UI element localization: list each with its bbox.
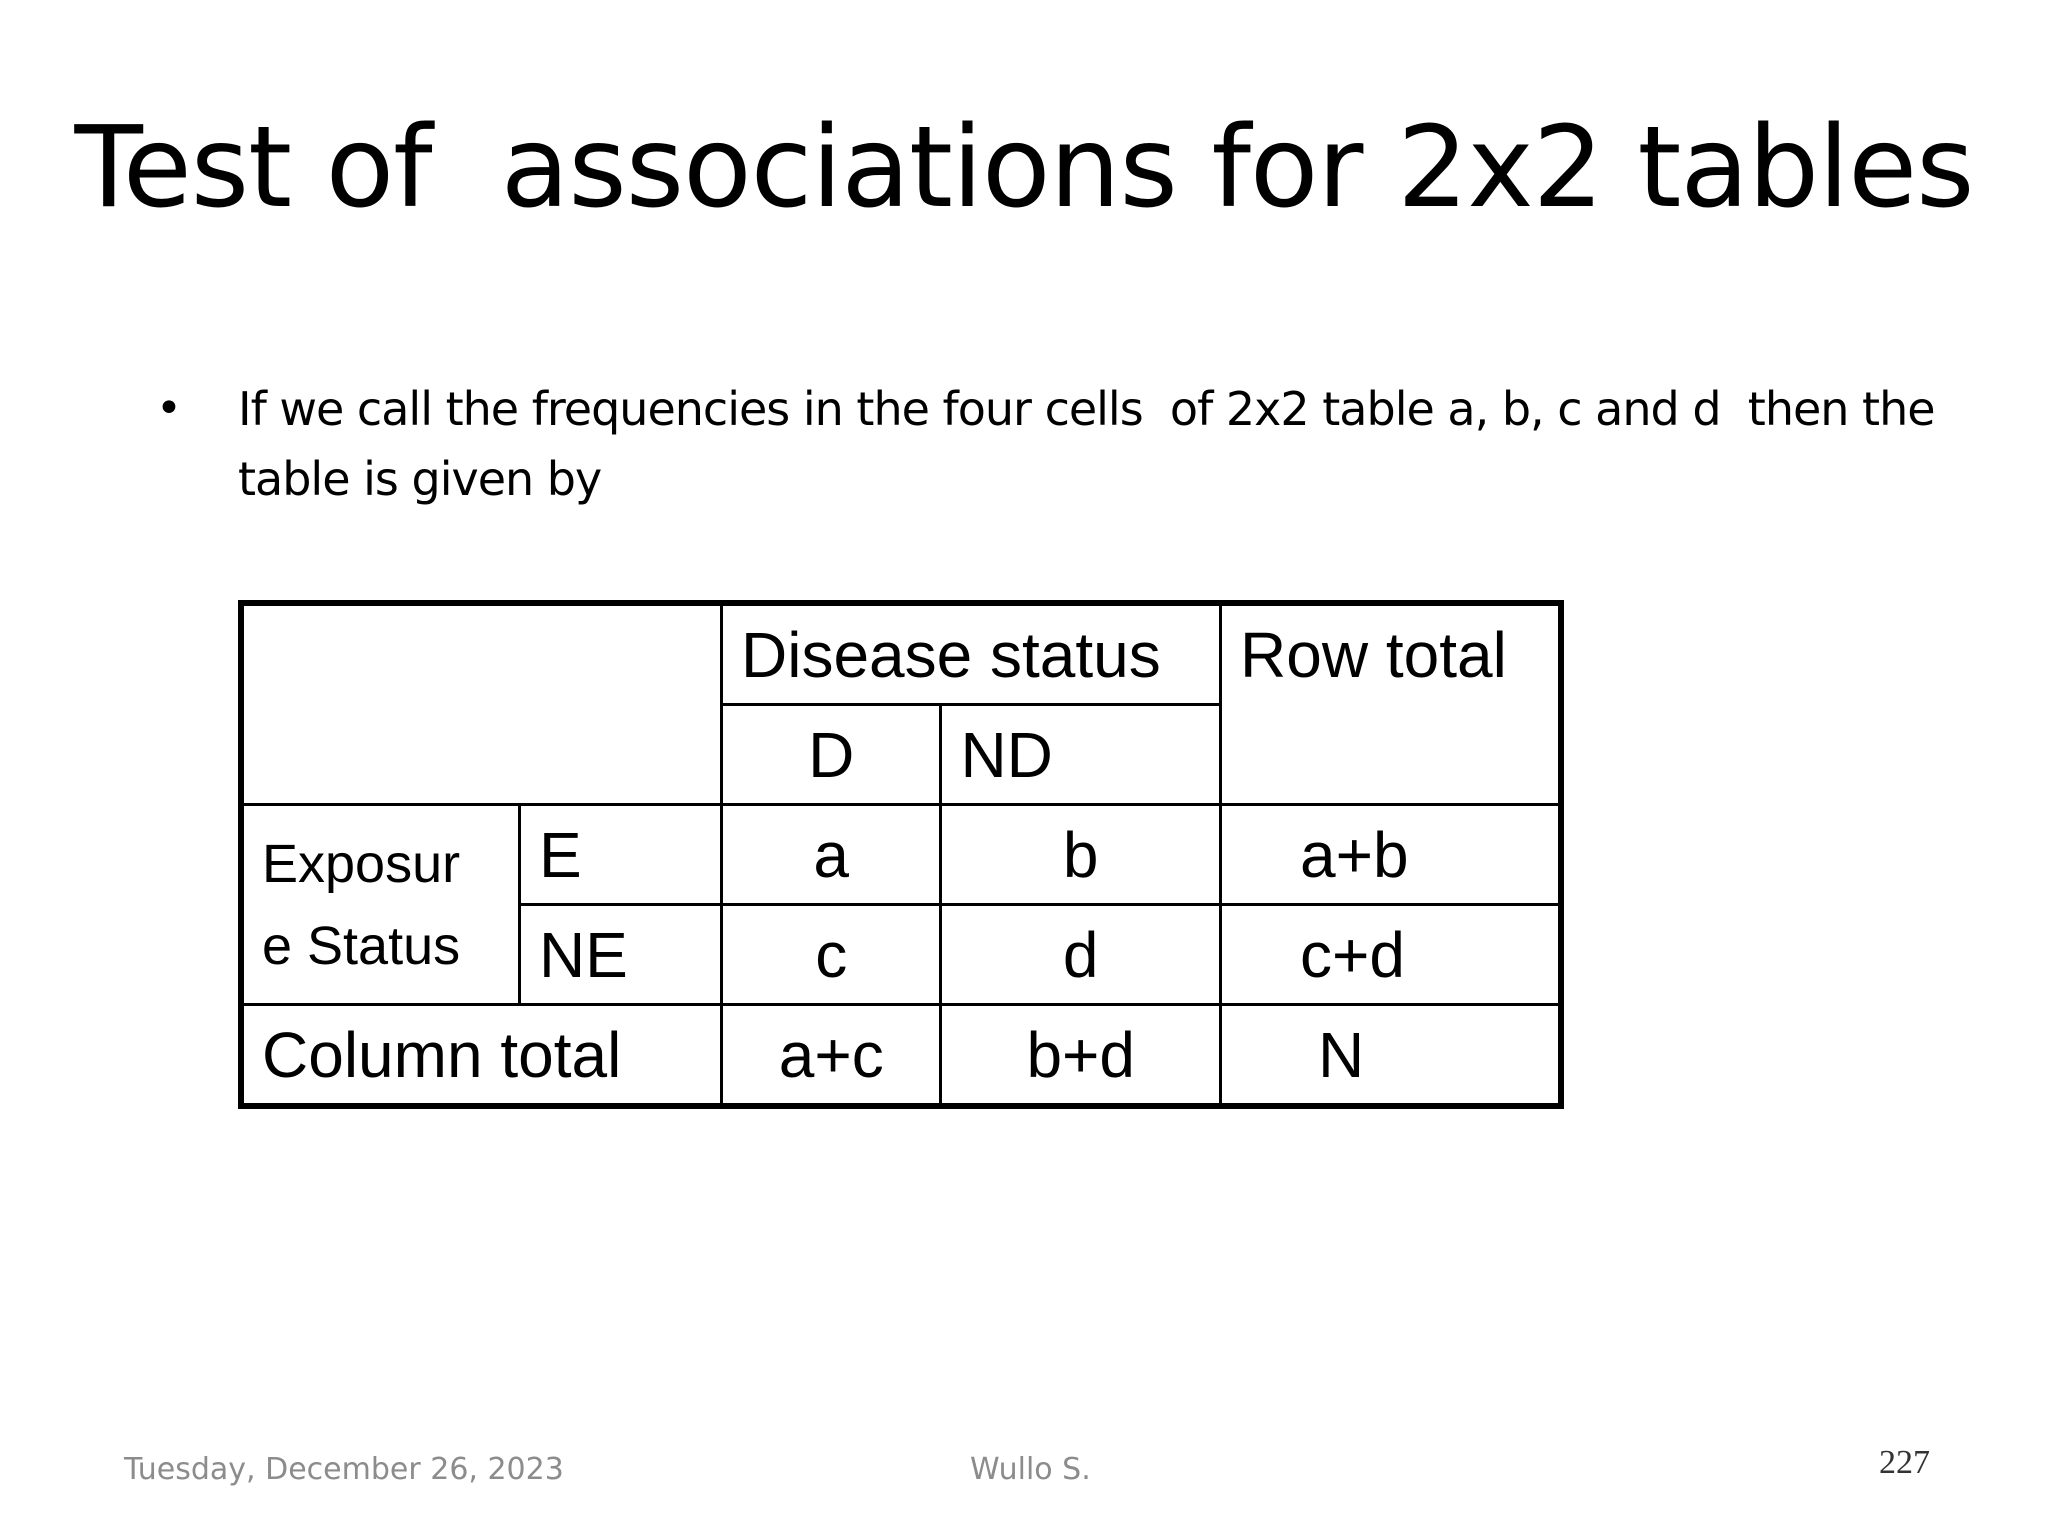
table-header-row bbox=[241, 603, 1561, 705]
slide-title: Test of associations for 2x2 tables bbox=[74, 103, 1974, 233]
column-total-d: a+c bbox=[722, 1005, 941, 1107]
row-total-ne: c+d bbox=[1221, 905, 1562, 1005]
footer-author: Wullo S. bbox=[970, 1452, 1091, 1487]
grand-total: N bbox=[1221, 1005, 1562, 1107]
row-total-e: a+b bbox=[1221, 805, 1562, 905]
contingency-table bbox=[238, 600, 1564, 1109]
table-corner-cell bbox=[241, 603, 722, 805]
cell-d: d bbox=[941, 905, 1221, 1005]
column-total-nd: b+d bbox=[941, 1005, 1221, 1107]
column-total-label: Column total bbox=[241, 1005, 722, 1107]
cell-a: a bbox=[722, 805, 941, 905]
bullet-marker: • bbox=[156, 383, 182, 434]
row-label-ne: NE bbox=[519, 905, 721, 1005]
disease-nd-header: ND bbox=[941, 705, 1221, 805]
row-total-header: Row total bbox=[1221, 603, 1562, 805]
bullet-text: If we call the frequencies in the four cells of 2x2 table a, b, c and d then the table is given by bbox=[238, 382, 1949, 506]
cell-b: b bbox=[941, 805, 1221, 905]
disease-d-header: D bbox=[722, 705, 941, 805]
footer-date: Tuesday, December 26, 2023 bbox=[124, 1452, 564, 1487]
disease-status-header: Disease status bbox=[722, 603, 1221, 705]
cell-c: c bbox=[722, 905, 941, 1005]
page-number: 227 bbox=[1879, 1444, 1930, 1481]
table-row bbox=[241, 805, 1561, 905]
column-total-row bbox=[241, 1005, 1561, 1107]
row-label-e: E bbox=[519, 805, 721, 905]
exposure-status-label: Exposur e Status bbox=[241, 805, 519, 1005]
